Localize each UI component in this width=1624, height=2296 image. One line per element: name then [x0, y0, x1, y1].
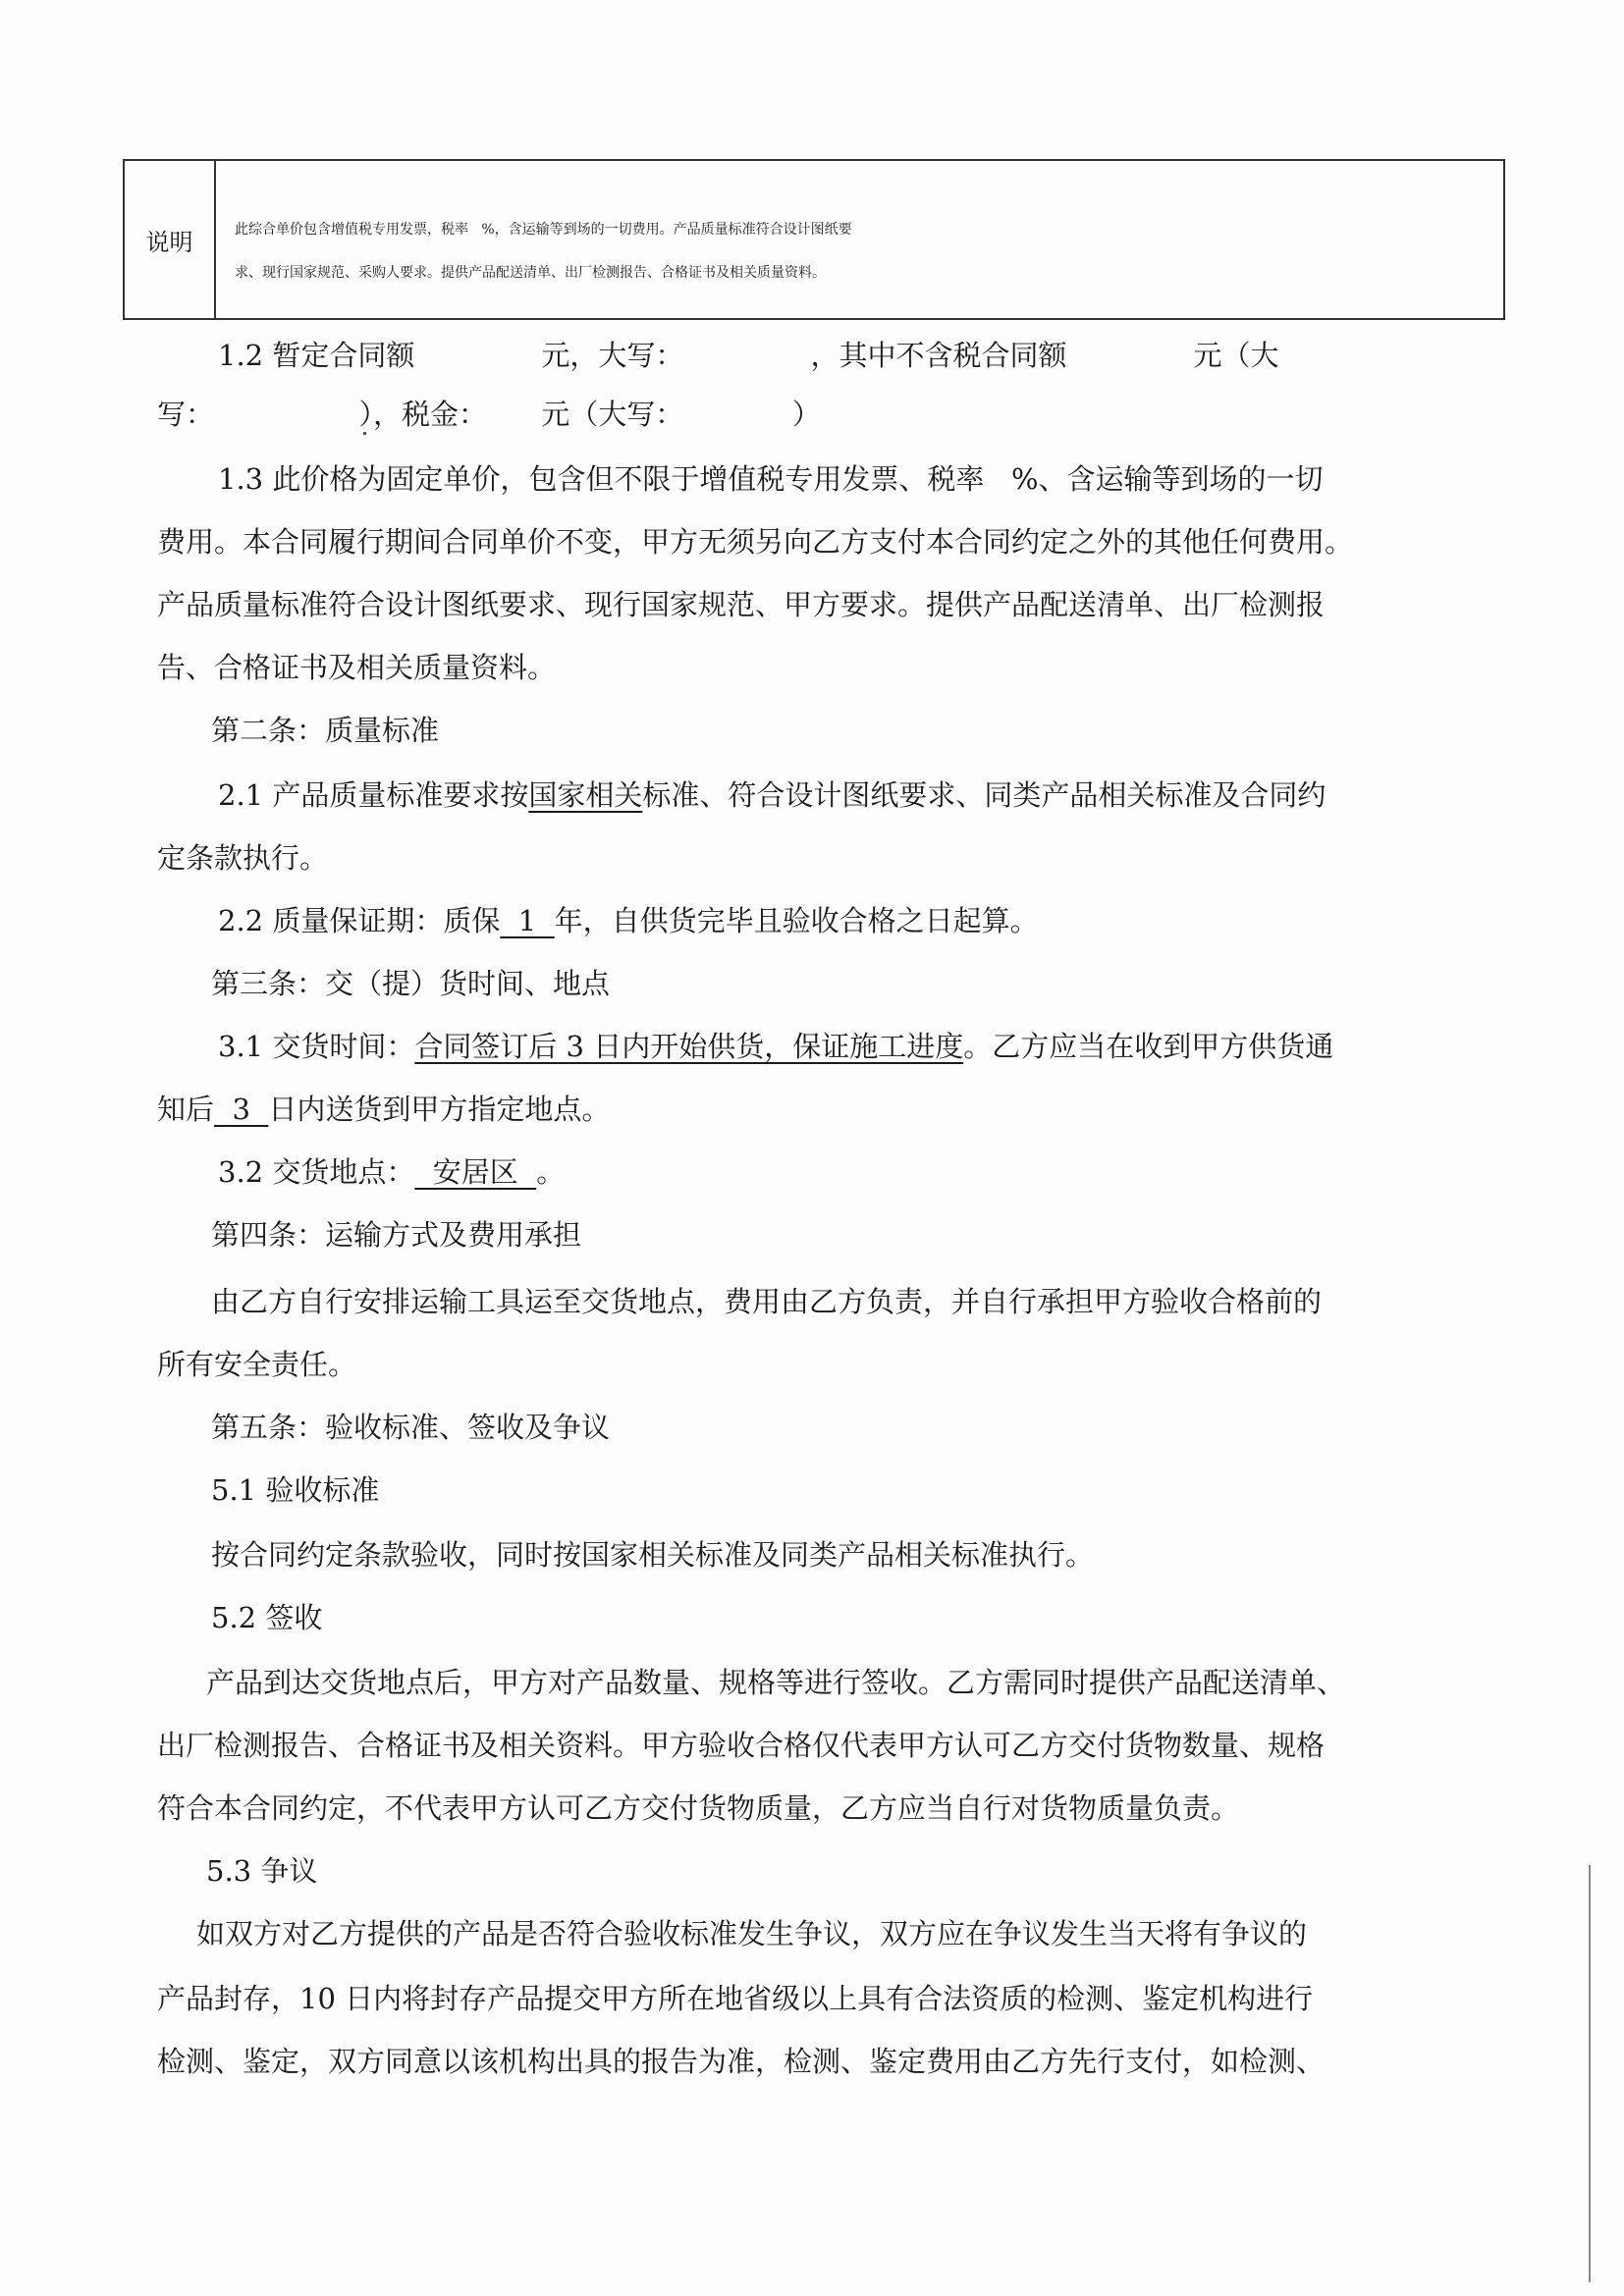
clause-3-1-suffix: 。乙方应当在收到甲方供货通 [963, 1030, 1334, 1063]
note-table [123, 159, 1505, 320]
clause-5-3-title: 5.3 争议 [206, 1854, 318, 1888]
scan-edge-line [1589, 1865, 1591, 2282]
note-content [235, 208, 1491, 294]
clause-3-2-prefix: 3.2 交货地点： [218, 1155, 415, 1189]
clause-5-3-line: 检测、鉴定，双方同意以该机构出具的报告为准，检测、鉴定费用由乙方先行支付，如检测、 [157, 2045, 1326, 2078]
article-3-heading: 第三条：交（提）货时间、地点 [211, 967, 611, 1000]
warranty-years-value: 1 [500, 904, 555, 937]
clause-1-2-line1: 1.2 暂定合同额 元，大写： ，其中不含税合同额 元（大 [218, 339, 1279, 372]
clause-2-1-line1 [218, 775, 1326, 815]
article-4-line: 所有安全责任。 [157, 1348, 357, 1381]
clause-5-2-line: 符合本合同约定，不代表甲方认可乙方交付货物质量，乙方应当自行对货物质量负责。 [157, 1791, 1240, 1825]
clause-5-2-line: 产品到达交货地点后，甲方对产品数量、规格等进行签收。乙方需同时提供产品配送清单、 [206, 1666, 1346, 1699]
clause-3-1-prefix: 3.1 交货时间： [218, 1030, 415, 1063]
clause-5-3-line: 如双方对乙方提供的产品是否符合验收标准发生争议，双方应在争议发生当天将有争议的 [196, 1917, 1308, 1950]
clause-1-2-line2: 写： ），税金： 元（大写： ） [157, 398, 821, 431]
clause-3-1-line2 [157, 1090, 610, 1129]
clause-2-2 [218, 901, 1039, 940]
note-line: 此综合单价包含增值税专用发票，税率 %，含运输等到场的一切费用。产品质量标准符合设计图纸要 [235, 222, 852, 238]
clause-2-1-line2: 定条款执行。 [157, 841, 329, 875]
clause-5-2-line: 出厂检测报告、合格证书及相关资料。甲方验收合格仅代表甲方认可乙方交付货物数量、规格 [157, 1729, 1326, 1762]
clause-2-2-suffix: 年，自供货完毕且验收合格之日起算。 [554, 904, 1039, 937]
clause-3-2 [218, 1152, 565, 1192]
clause-5-3-line: 产品封存，10 日内将封存产品提交甲方所在地省级以上具有合法资质的检测、鉴定机构进行 [157, 1982, 1314, 2015]
delivery-location-value: 安居区 [414, 1155, 537, 1189]
clause-5-2-title: 5.2 签收 [211, 1601, 323, 1634]
article-4-line: 由乙方自行安排运输工具运至交货地点，费用由乙方负责，并自行承担甲方验收合格前的 [211, 1285, 1323, 1318]
clause-2-1-suffix: 标准、符合设计图纸要求、同类产品相关标准及合同约 [642, 778, 1326, 812]
note-line: 求、现行国家规范、采购人要求。提供产品配送清单、出厂检测报告、合格证书及相关质量资料。 [235, 265, 826, 281]
clause-5-1-text: 按合同约定条款验收，同时按国家相关标准及同类产品相关标准执行。 [211, 1538, 1095, 1572]
clause-1-3-line: 1.3 此价格为固定单价，包含但不限于增值税专用发票、税率 %、含运输等到场的一切 [218, 462, 1324, 496]
clause-3-1-line2-prefix: 知后 [157, 1093, 215, 1126]
clause-1-3-line: 产品质量标准符合设计图纸要求、现行国家规范、甲方要求。提供产品配送清单、出厂检测报 [157, 588, 1326, 621]
clause-2-2-prefix: 2.2 质量保证期：质保 [218, 904, 501, 937]
note-label: 说明 [125, 161, 216, 318]
scan-speck [363, 432, 366, 435]
clause-1-3-line: 费用。本合同履行期间合同单价不变，甲方无须另向乙方支付本合同约定之外的其他任何费用。 [157, 525, 1354, 559]
clause-1-3-line: 告、合格证书及相关质量资料。 [157, 651, 557, 684]
clause-3-1-line1 [218, 1027, 1333, 1066]
clause-5-1-title: 5.1 验收标准 [211, 1473, 380, 1507]
clause-3-1-line2-suffix: 日内送货到甲方指定地点。 [268, 1093, 611, 1126]
clause-2-1-prefix: 2.1 产品质量标准要求按 [218, 778, 529, 812]
delivery-days-value: 3 [214, 1093, 269, 1126]
article-2-heading: 第二条：质量标准 [211, 714, 440, 747]
article-5-heading: 第五条：验收标准、签收及争议 [211, 1411, 611, 1444]
clause-3-2-suffix: 。 [536, 1155, 566, 1189]
delivery-time-value: 合同签订后 3 日内开始供货，保证施工进度 [414, 1030, 964, 1063]
clause-2-1-underlined: 国家相关 [528, 778, 643, 812]
article-4-heading: 第四条：运输方式及费用承担 [211, 1218, 582, 1252]
